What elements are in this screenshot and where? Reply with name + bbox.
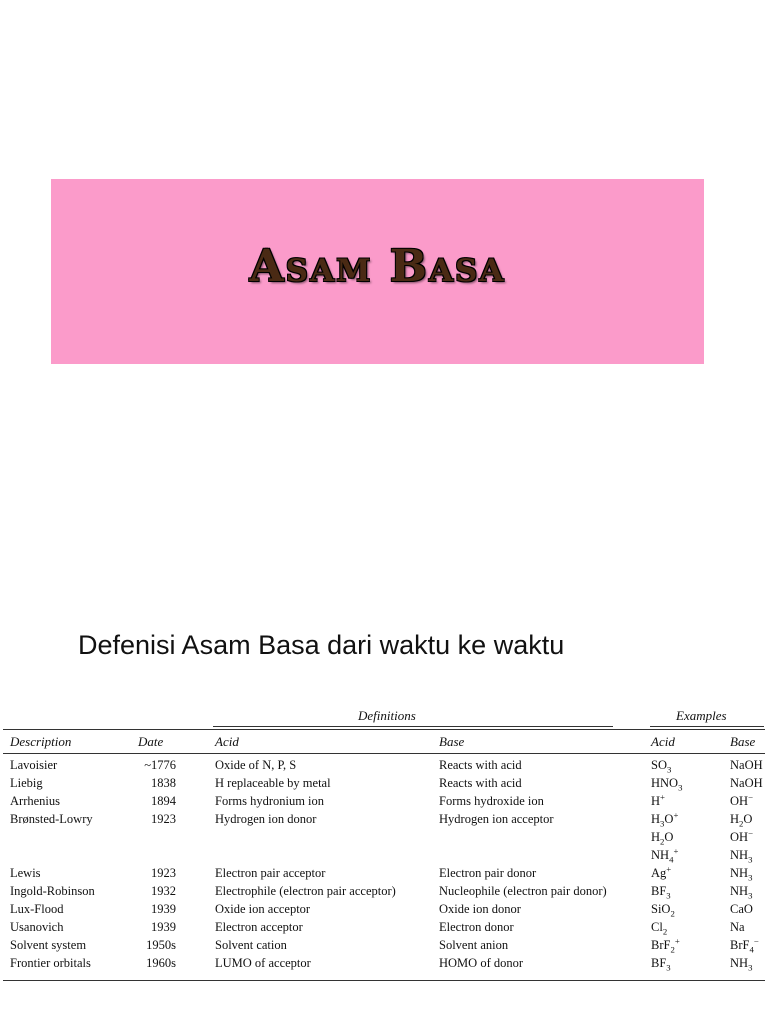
cell-ex-base: Na xyxy=(730,920,745,934)
cell-ex-acid: $H_3O^+$ xyxy=(651,809,679,829)
cell-ex-acid: H+ xyxy=(651,791,665,808)
cell-def-acid: Oxide ion acceptor xyxy=(215,902,311,916)
cell-description: Arrhenius xyxy=(10,794,60,808)
definitions-rule xyxy=(213,726,613,727)
cell-description: Usanovich xyxy=(10,920,64,934)
group-header-definitions: Definitions xyxy=(358,708,416,723)
cell-ex-acid: $Cl_2$ xyxy=(651,920,668,937)
cell-description: Lux-Flood xyxy=(10,902,64,916)
cell-ex-acid: $HNO_3$ xyxy=(651,776,683,793)
header-bottom-rule xyxy=(3,753,765,754)
cell-description: Frontier orbitals xyxy=(10,956,91,970)
col-header-ex-acid: Acid xyxy=(651,734,675,749)
cell-def-base: Solvent anion xyxy=(439,938,509,952)
cell-ex-acid: $H_2O$ xyxy=(651,830,674,847)
cell-date: ~1776 xyxy=(144,758,176,772)
cell-def-acid: Hydrogen ion donor xyxy=(215,812,317,826)
col-header-def-acid: Acid xyxy=(215,734,239,749)
cell-ex-base: $NH_3$ xyxy=(730,866,753,883)
cell-def-acid: Forms hydronium ion xyxy=(215,794,325,808)
cell-date: 1923 xyxy=(151,866,176,880)
cell-def-acid: LUMO of acceptor xyxy=(215,956,311,970)
cell-ex-base: NaOH xyxy=(730,758,763,772)
cell-date: 1923 xyxy=(151,812,176,826)
title-banner xyxy=(51,179,704,364)
cell-ex-acid: $SO_3$ xyxy=(651,758,672,775)
cell-ex-acid: SiO$_2$ xyxy=(651,902,675,919)
cell-description: Solvent system xyxy=(10,938,87,952)
cell-def-base: Reacts with acid xyxy=(439,758,522,772)
cell-date: 1894 xyxy=(151,794,176,808)
cell-def-acid: Electron pair acceptor xyxy=(215,866,326,880)
cell-def-base: Electron pair donor xyxy=(439,866,537,880)
cell-ex-acid: Ag+ xyxy=(651,863,672,880)
cell-description: Brønsted-Lowry xyxy=(10,812,93,826)
cell-date: 1838 xyxy=(151,776,176,790)
col-header-ex-base: Base xyxy=(730,734,756,749)
cell-def-acid: Electron acceptor xyxy=(215,920,303,934)
cell-ex-base: NaOH xyxy=(730,776,763,790)
cell-ex-base: OH− xyxy=(730,791,753,808)
cell-ex-base: $H_2O$ xyxy=(730,812,753,829)
cell-date: 1939 xyxy=(151,902,176,916)
cell-def-acid: Oxide of N, P, S xyxy=(215,758,297,772)
cell-ex-acid: $NH_4^+$ xyxy=(651,845,679,865)
cell-ex-base: $NH_3$ xyxy=(730,848,753,865)
cell-date: 1932 xyxy=(151,884,176,898)
cell-def-acid: Solvent cation xyxy=(215,938,287,952)
col-header-description: Description xyxy=(10,734,72,749)
table-bottom-rule xyxy=(3,980,765,981)
group-header-examples: Examples xyxy=(676,708,727,723)
cell-date: 1950s xyxy=(146,938,176,952)
definitions-table xyxy=(0,700,768,990)
cell-description: Liebig xyxy=(10,776,43,790)
slide-title: Asam Basa xyxy=(249,241,506,292)
cell-ex-base: $NH_3$ xyxy=(730,956,753,973)
cell-ex-base: BrF$_4$− xyxy=(730,935,759,955)
cell-ex-acid: $BF_3$ xyxy=(651,956,671,973)
cell-def-acid: H replaceable by metal xyxy=(215,776,331,790)
cell-date: 1960s xyxy=(146,956,176,970)
slide-subtitle: Defenisi Asam Basa dari waktu ke waktu xyxy=(78,630,565,660)
cell-date: 1939 xyxy=(151,920,176,934)
cell-ex-base: $NH_3$ xyxy=(730,884,753,901)
table-top-rule xyxy=(3,729,765,730)
col-header-def-base: Base xyxy=(439,734,465,749)
cell-ex-acid: $BF_3$ xyxy=(651,884,671,901)
cell-def-base: HOMO of donor xyxy=(439,956,524,970)
examples-rule xyxy=(650,726,764,727)
cell-def-base: Forms hydroxide ion xyxy=(439,794,544,808)
cell-description: Ingold-Robinson xyxy=(10,884,95,898)
cell-def-base: Electron donor xyxy=(439,920,514,934)
cell-def-base: Nucleophile (electron pair donor) xyxy=(439,884,607,898)
cell-ex-base: OH− xyxy=(730,827,753,844)
cell-description: Lavoisier xyxy=(10,758,58,772)
cell-def-acid: Electrophile (electron pair acceptor) xyxy=(215,884,396,898)
cell-ex-base: CaO xyxy=(730,902,753,916)
cell-description: Lewis xyxy=(10,866,41,880)
cell-def-base: Hydrogen ion acceptor xyxy=(439,812,554,826)
cell-ex-acid: BrF$_2$+ xyxy=(651,935,680,955)
col-header-date: Date xyxy=(138,734,164,749)
cell-def-base: Reacts with acid xyxy=(439,776,522,790)
cell-def-base: Oxide ion donor xyxy=(439,902,521,916)
